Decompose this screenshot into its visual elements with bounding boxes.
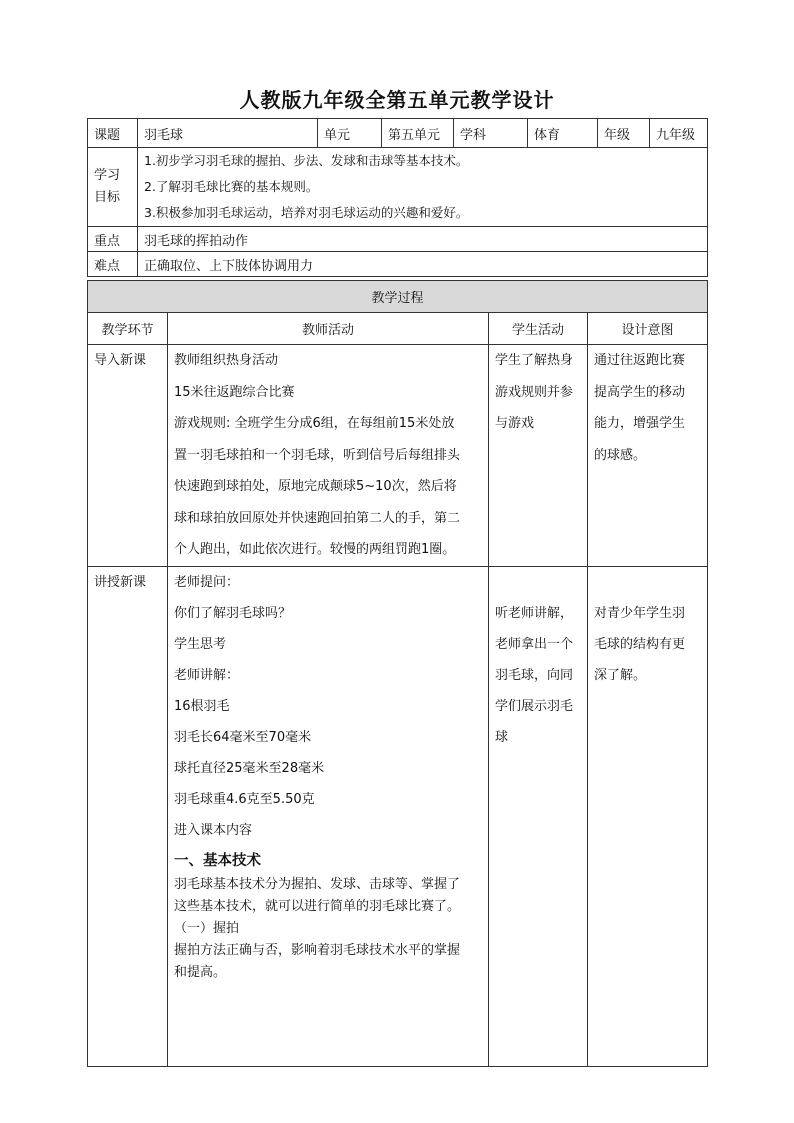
student-activity-cell xyxy=(489,566,588,1066)
text-line: 能力，增强学生 xyxy=(594,416,686,431)
text-line xyxy=(594,567,701,598)
text-line: 游戏规则并参 xyxy=(495,384,574,400)
table-row xyxy=(88,345,708,567)
text-line: 你们了解羽毛球吗？ xyxy=(174,605,292,621)
text-line: 握拍方法正确与否，影响着羽毛球技术水平的掌握 xyxy=(174,942,461,958)
difficulty-label: 难点 xyxy=(88,252,138,277)
teacher-activity-cell xyxy=(168,345,489,567)
text-line: 游戏规则: 全班学生分成6组，在每组前15米处放 xyxy=(174,416,455,431)
text-line: 学生了解热身 xyxy=(495,353,574,368)
col-header-student: 学生活动 xyxy=(489,313,588,345)
col-header-intent: 设计意图 xyxy=(588,313,708,345)
unit-label: 单元 xyxy=(318,119,382,148)
design-intent-cell xyxy=(588,345,708,567)
stage-cell: 讲授新课 xyxy=(88,566,168,1066)
key-point-row xyxy=(88,227,708,252)
text-line: 听老师讲解， xyxy=(495,605,574,621)
section-subheading: 一、基本技术 xyxy=(174,852,261,869)
goals-label: 学习目标 xyxy=(88,148,138,227)
text-line: 球和球拍放回原处并快速跑回拍第二人的手，第二 xyxy=(174,510,461,526)
grade-label: 年级 xyxy=(598,119,650,148)
text-line: 16根羽毛 xyxy=(174,698,230,714)
text-line: 羽毛球，向同 xyxy=(495,667,574,683)
text-line: 快速跑到球拍处，原地完成颠球5~10次，然后将 xyxy=(174,479,457,494)
process-title-row xyxy=(88,281,708,313)
text-line: 深了解。 xyxy=(594,667,647,683)
text-line xyxy=(495,567,581,598)
text-line: 老师拿出一个 xyxy=(495,636,574,652)
grade-value: 九年级 xyxy=(650,119,708,148)
text-line: 毛球的结构有更 xyxy=(594,636,686,652)
teacher-activity-cell xyxy=(168,566,489,1066)
lesson-info-table xyxy=(87,118,708,277)
text-line: 置一羽毛球拍和一个羽毛球，听到信号后每组排头 xyxy=(174,447,461,463)
col-header-teacher: 教师活动 xyxy=(168,313,489,345)
process-header-row xyxy=(88,313,708,345)
text-line: 这些基本技术，就可以进行简单的羽毛球比赛了。 xyxy=(174,898,461,914)
difficulty-value: 正确取位、上下肢体协调用力 xyxy=(138,252,708,277)
text-line: 羽毛球重4.6克至5.50克 xyxy=(174,791,315,807)
text-line: 进入课本内容 xyxy=(174,822,253,838)
page-title: 人教版九年级全第五单元教学设计 xyxy=(239,88,555,112)
topic-value: 羽毛球 xyxy=(138,119,318,148)
text-line: 老师讲解： xyxy=(174,667,240,683)
subject-label: 学科 xyxy=(454,119,528,148)
goal-item: 2.了解羽毛球比赛的基本规则。 xyxy=(144,179,319,194)
text-line: 个人跑出，如此依次进行。较慢的两组罚跑1圈。 xyxy=(174,542,456,557)
text-line: 对青少年学生羽 xyxy=(594,605,686,621)
text-line: 教师组织热身活动 xyxy=(174,353,279,368)
text-line: 球 xyxy=(495,729,509,745)
text-line: 老师提问： xyxy=(174,574,240,590)
goals-cell xyxy=(138,148,708,227)
text-line: （一）握拍 xyxy=(174,920,240,936)
goal-item: 3.积极参加羽毛球运动，培养对羽毛球运动的兴趣和爱好。 xyxy=(144,205,469,220)
text-line: 通过往返跑比赛 xyxy=(594,353,686,368)
text-line: 学生思考 xyxy=(174,636,227,652)
text-line: 的球感。 xyxy=(594,447,647,463)
process-title: 教学过程 xyxy=(88,281,708,313)
key-value: 羽毛球的挥拍动作 xyxy=(138,227,708,252)
design-intent-cell xyxy=(588,566,708,1066)
col-header-stage: 教学环节 xyxy=(88,313,168,345)
table-row xyxy=(88,566,708,1066)
subject-value: 体育 xyxy=(528,119,598,148)
topic-label: 课题 xyxy=(88,119,138,148)
unit-value: 第五单元 xyxy=(382,119,454,148)
text-line: 15米往返跑综合比赛 xyxy=(174,384,295,400)
goal-item: 1.初步学习羽毛球的握拍、步法、发球和击球等基本技术。 xyxy=(144,153,469,168)
info-header-row xyxy=(88,119,708,148)
text-line: 羽毛长64毫米至70毫米 xyxy=(174,729,312,745)
text-line: 与游戏 xyxy=(495,416,535,431)
text-line: 提高学生的移动 xyxy=(594,384,686,400)
text-line: 学们展示羽毛 xyxy=(495,698,574,714)
text-line: 球托直径25毫米至28毫米 xyxy=(174,760,325,776)
text-line: 和提高。 xyxy=(174,964,227,980)
text-line: 羽毛球基本技术分为握拍、发球、击球等、掌握了 xyxy=(174,876,461,892)
student-activity-cell xyxy=(489,345,588,567)
key-label: 重点 xyxy=(88,227,138,252)
difficulty-row xyxy=(88,252,708,277)
stage-cell: 导入新课 xyxy=(88,345,168,567)
goals-row xyxy=(88,148,708,227)
teaching-process-table xyxy=(87,280,708,1067)
